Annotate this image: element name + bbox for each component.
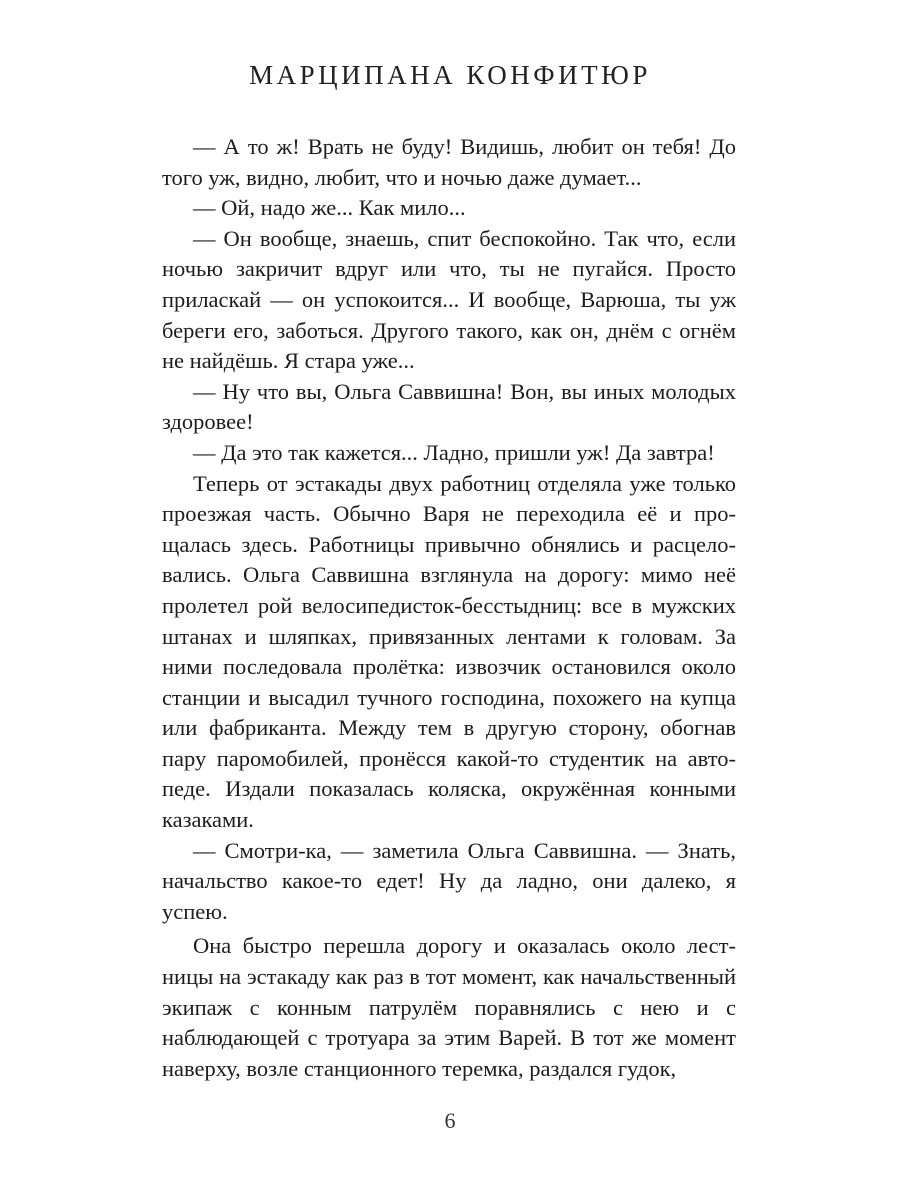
running-header-title: МАРЦИПАНА КОНФИТЮР bbox=[249, 60, 651, 90]
paragraph-7: — Смотри-ка, — заметила Ольга Саввишна. — Знать, начальство какое-то едет! Ну да ладно, они далеко, я успею. bbox=[162, 837, 736, 924]
paragraph-4: — Ну что вы, Ольга Саввишна! Вон, вы иных молодых здоровее! bbox=[162, 378, 736, 435]
page-number: 6 bbox=[444, 1108, 456, 1133]
paragraph-8: Она быстро перешла дорогу и оказалась около лестницы на эстакаду как раз в тот момент, как начальственный экипаж с конным патрулём поравнялись с нею и с наблюдающей с тротуара за этим Варей. В тот же момент наверху, возле станционного теремка, раздался гудок, bbox=[162, 933, 736, 1081]
paragraph-6: Теперь от эстакады двух работниц отделяла уже только проезжая часть. Обычно Варя не переходила её и прощалась здесь. Работницы привычно обнялись и расцеловались. Ольга Саввишна взглянула на дорогу: мимо неё пролетел рой велосипедисток-бесстыдниц: все в мужских штанах и шляпках, привязанных лентами к головам. За ними последовала пролётка: извозчик остановился около станции и высадил тучного господина, похожего на купца или фабриканта. Между тем в другую сторону, обогнав пару паромобилей, пронёсся какой-то студентик на автопеде. Издали показалась коляска, окружённая конными казаками. bbox=[162, 470, 736, 833]
paragraph-1: — А то ж! Врать не буду! Видишь, любит он тебя! До того уж, видно, любит, что и ночью даже думает... bbox=[162, 134, 736, 190]
paragraph-2: — Ой, надо же... Как мило... bbox=[193, 195, 466, 221]
body-text bbox=[162, 132, 736, 1084]
paragraph-3: — Он вообще, знаешь, спит беспокойно. Так что, если ночью закричит вдруг или что, ты не пугайся. Просто приласкай — он успокоится... И вообще, Варюша, ты уж береги его, заботься. Другого такого, как он, днём с огнём не найдёшь. Я стара уже... bbox=[162, 225, 736, 374]
paragraph-5: — Да это так кажется... Ладно, пришли уж! Да завтра! bbox=[193, 439, 715, 465]
